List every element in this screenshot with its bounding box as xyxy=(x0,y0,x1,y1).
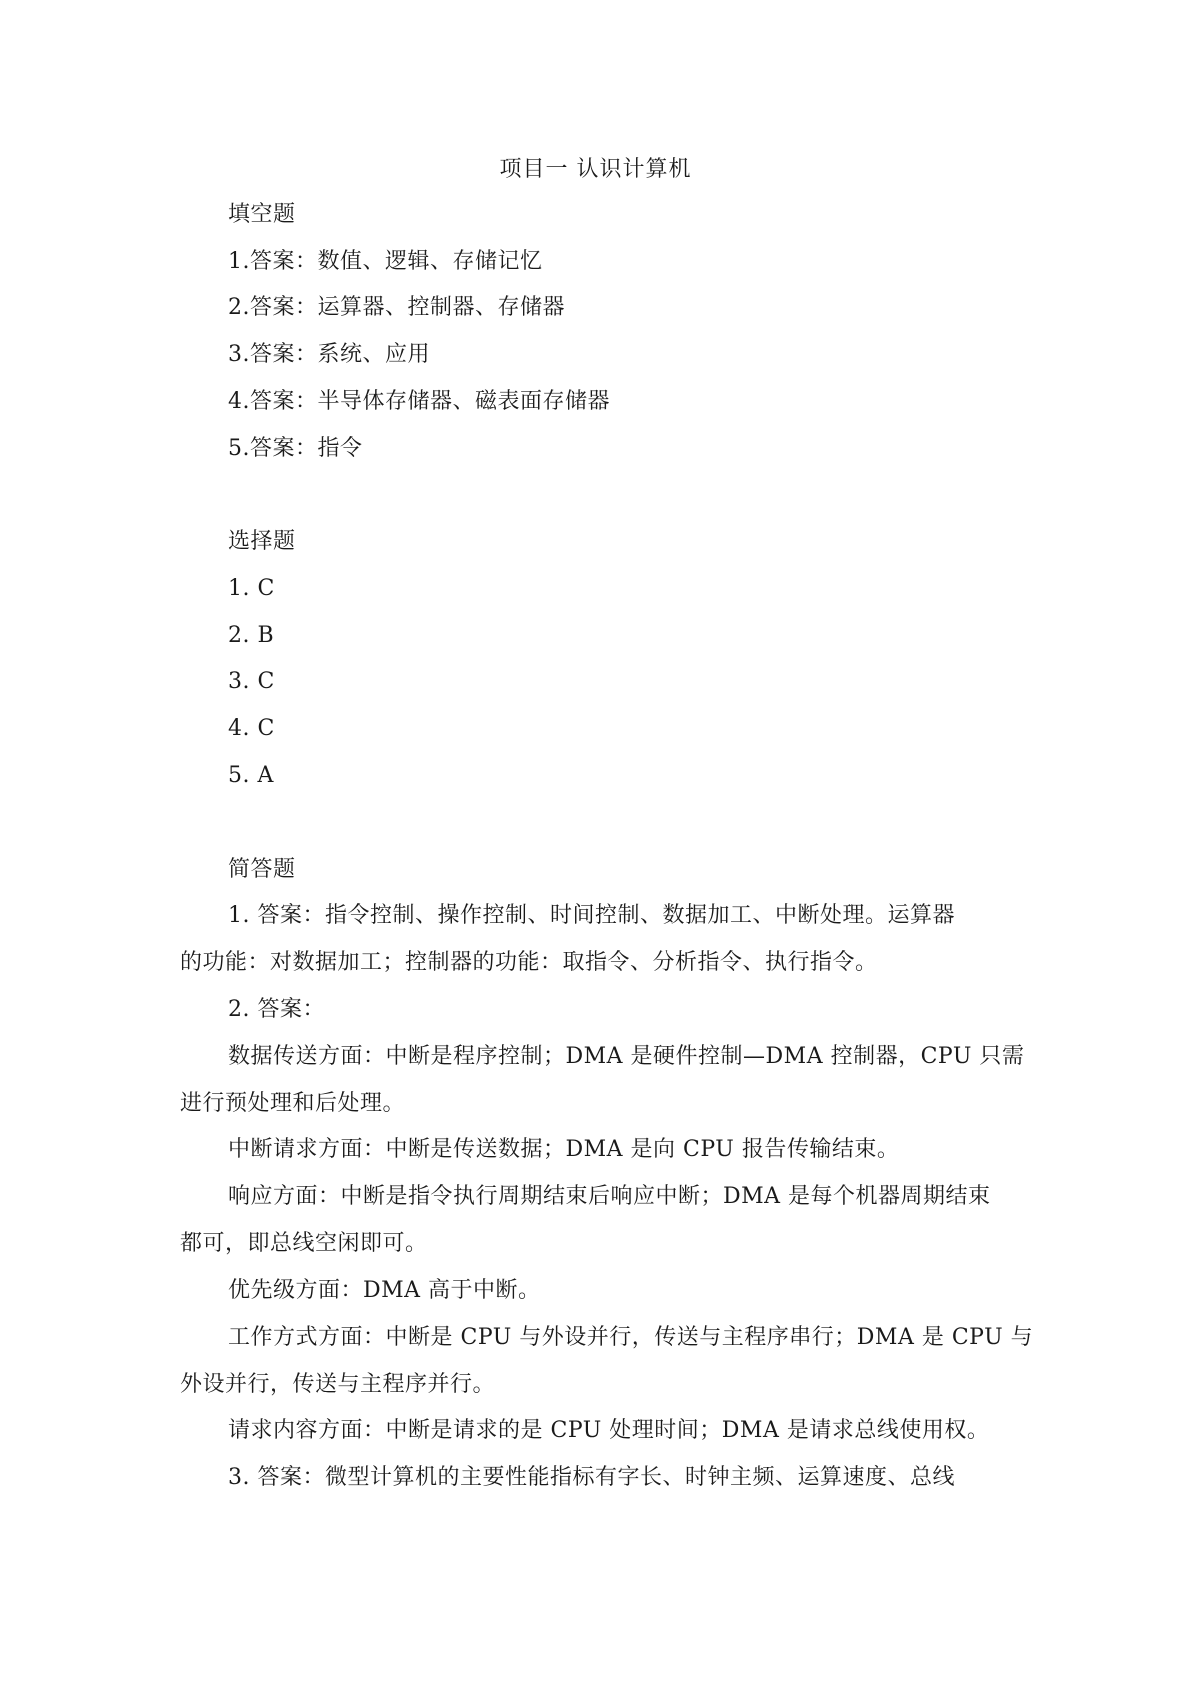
short-answer-line-9: 优先级方面：DMA 高于中断。 xyxy=(228,1278,541,1303)
multiple-choice-answer-3: 3. C xyxy=(228,669,275,694)
multiple-choice-answer-4: 4. C xyxy=(228,716,275,741)
fill-blank-heading: 填空题 xyxy=(228,202,296,227)
page-title: 项目一 认识计算机 xyxy=(499,157,692,182)
fill-blank-answer-2: 2.答案：运算器、控制器、存储器 xyxy=(228,295,565,320)
short-answer-line-5: 进行预处理和后处理。 xyxy=(180,1091,406,1116)
short-answer-line-3: 2. 答案： xyxy=(228,997,325,1022)
fill-blank-answer-3: 3.答案：系统、应用 xyxy=(228,342,430,367)
multiple-choice-answer-1: 1. C xyxy=(228,576,275,601)
short-answer-line-12: 请求内容方面：中断是请求的是 CPU 处理时间；DMA 是请求总线使用权。 xyxy=(228,1418,990,1443)
short-answer-line-7: 响应方面：中断是指令执行周期结束后响应中断；DMA 是每个机器周期结束 xyxy=(228,1184,991,1209)
short-answer-line-4: 数据传送方面：中断是程序控制；DMA 是硬件控制—DMA 控制器，CPU 只需 xyxy=(228,1044,1025,1069)
multiple-choice-heading: 选择题 xyxy=(228,529,296,554)
fill-blank-answer-5: 5.答案：指令 xyxy=(228,436,363,461)
short-answer-line-8: 都可，即总线空闲即可。 xyxy=(180,1231,428,1256)
short-answer-line-13: 3. 答案：微型计算机的主要性能指标有字长、时钟主频、运算速度、总线 xyxy=(228,1465,955,1490)
multiple-choice-answer-5: 5. A xyxy=(228,763,274,788)
fill-blank-answer-4: 4.答案：半导体存储器、磁表面存储器 xyxy=(228,389,610,414)
short-answer-line-11: 外设并行，传送与主程序并行。 xyxy=(180,1372,496,1397)
short-answer-heading: 简答题 xyxy=(228,857,296,882)
short-answer-line-6: 中断请求方面：中断是传送数据；DMA 是向 CPU 报告传输结束。 xyxy=(228,1137,900,1162)
fill-blank-answer-1: 1.答案：数值、逻辑、存储记忆 xyxy=(228,249,543,274)
short-answer-line-1: 1. 答案：指令控制、操作控制、时间控制、数据加工、中断处理。运算器 xyxy=(228,903,955,928)
multiple-choice-answer-2: 2. B xyxy=(228,623,275,648)
short-answer-line-10: 工作方式方面：中断是 CPU 与外设并行，传送与主程序串行；DMA 是 CPU 与 xyxy=(228,1325,1034,1350)
short-answer-line-2: 的功能：对数据加工；控制器的功能：取指令、分析指令、执行指令。 xyxy=(180,950,878,975)
